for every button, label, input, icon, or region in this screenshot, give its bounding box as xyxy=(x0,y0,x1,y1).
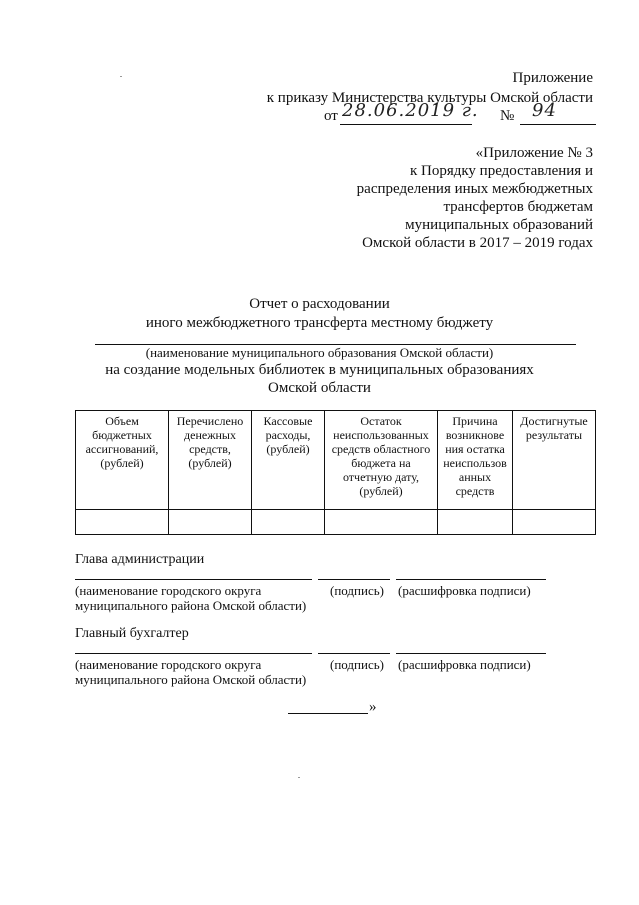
date-prefix: от xyxy=(324,108,338,124)
head-title: Глава администрации xyxy=(75,552,205,567)
head-org-line xyxy=(75,579,312,580)
accountant-title: Главный бухгалтер xyxy=(75,626,189,641)
sub-appendix-line-6: Омской области в 2017 – 2019 годах xyxy=(362,235,593,251)
header-cell-allocations: Объем бюджетных ассигнований, (рублей) xyxy=(76,411,169,510)
head-org-caption-2: муниципального района Омской области) xyxy=(75,598,307,613)
header-cell-cash-expenses: Кассовые расходы, (рублей) xyxy=(252,411,325,510)
number-label: № xyxy=(500,108,515,124)
header-cell-balance-reason: Причина возникнове ния остатка неиспользов анных средств xyxy=(438,411,513,510)
head-decode-caption: (расшифровка подписи) xyxy=(398,583,531,598)
head-org-caption-1: (наименование городского округа xyxy=(75,583,262,598)
date-underline xyxy=(340,124,472,125)
appendix-label: Приложение xyxy=(512,70,593,86)
report-title: Отчет о расходовании xyxy=(249,296,390,312)
municipality-caption: (наименование муниципального образования Омской области) xyxy=(145,345,494,360)
acc-org-line xyxy=(75,653,312,654)
acc-decode-line xyxy=(396,653,546,654)
head-sign-caption: (подпись) xyxy=(330,583,384,598)
header-cell-results: Достигнутые результаты xyxy=(513,411,596,510)
acc-org-caption-2: муниципального района Омской области) xyxy=(75,672,307,687)
table-header-row xyxy=(76,411,596,510)
handwritten-date: 28.06.2019 г. xyxy=(342,100,479,121)
report-purpose: на создание модельных библиотек в муниципальных образованиях xyxy=(105,362,534,378)
acc-decode-caption: (расшифровка подписи) xyxy=(398,657,531,672)
acc-org-caption-1: (наименование городского округа xyxy=(75,657,262,672)
sub-appendix-line-3: распределения иных межбюджетных xyxy=(356,181,593,197)
report-purpose-region: Омской области xyxy=(268,380,371,396)
table-cell xyxy=(169,510,252,535)
header-cell-unused-balance: Остаток неиспользованных средств областного бюджета на отчетную дату, (рублей) xyxy=(325,411,438,510)
table-cell xyxy=(252,510,325,535)
head-sign-line xyxy=(318,579,390,580)
sub-appendix-line-5: муниципальных образований xyxy=(405,217,593,233)
sub-appendix-line-2: к Порядку предоставления и xyxy=(409,163,593,179)
acc-sign-caption: (подпись) xyxy=(330,657,384,672)
report-table xyxy=(75,410,596,535)
sub-appendix-line-4: трансфертов бюджетам xyxy=(443,199,593,215)
acc-sign-line xyxy=(318,653,390,654)
header-cell-transferred: Перечислено денежных средств, (рублей) xyxy=(169,411,252,510)
scan-speck xyxy=(120,76,122,77)
closing-quote: » xyxy=(369,699,377,715)
table-cell xyxy=(513,510,596,535)
handwritten-number: 94 xyxy=(532,100,557,121)
order-reference: к приказу Министерства культуры Омской области xyxy=(266,90,593,106)
number-underline xyxy=(520,124,596,125)
scan-speck xyxy=(298,777,300,778)
table-cell xyxy=(76,510,169,535)
table-cell xyxy=(438,510,513,535)
head-decode-line xyxy=(396,579,546,580)
closing-line xyxy=(288,713,368,714)
sub-appendix-line-1: «Приложение № 3 xyxy=(475,145,593,161)
report-subtitle: иного межбюджетного трансферта местному бюджету xyxy=(145,315,494,331)
table-cell xyxy=(325,510,438,535)
table-row xyxy=(76,510,596,535)
